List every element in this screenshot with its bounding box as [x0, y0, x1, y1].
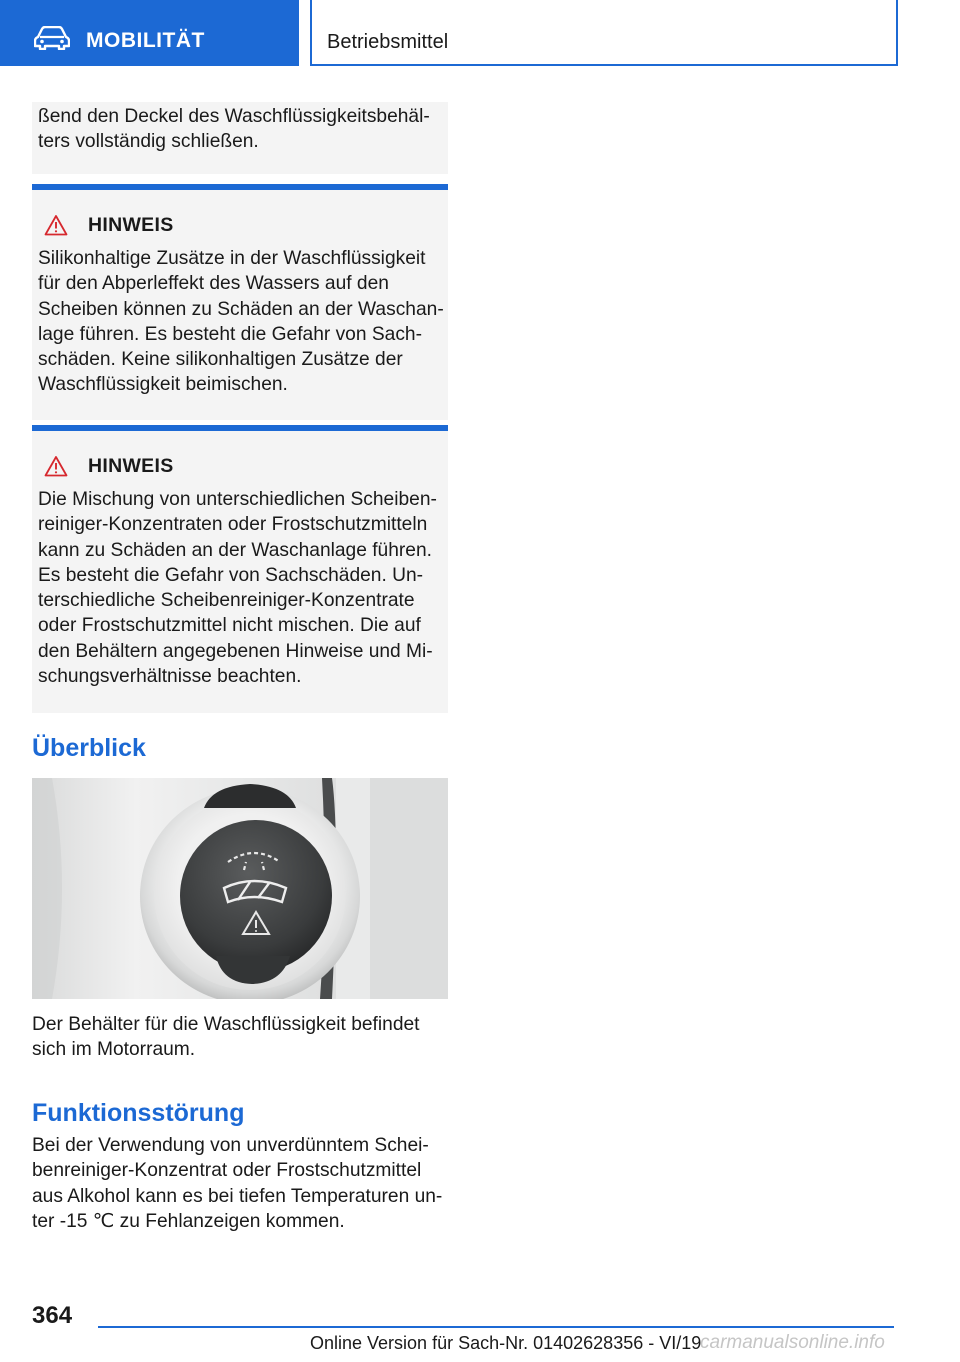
- car-icon: [34, 26, 70, 50]
- warning-triangle-icon: [44, 214, 68, 236]
- overview-caption: Der Behälter für die Waschflüssigkeit befindet sich im Motorraum.: [32, 1014, 420, 1061]
- page-number: 364: [32, 1302, 73, 1329]
- notice-text: Silikonhaltige Zusätze in der Waschflüssigkeit für den Abperleffekt des Wassers auf den Scheiben können zu Schäden an der Waschanlage führen. Es besteht die Gefahr von Sachschäden. Keine silikonhaltigen Zusätze der Waschflüssigkeit beimischen.: [38, 248, 444, 396]
- notice-header: [38, 453, 174, 479]
- watermark: carmanualsonline.info: [700, 1332, 885, 1353]
- section-title: MOBILITÄT: [86, 29, 205, 52]
- footer-version-text: Online Version für Sach-Nr. 01402628356 - VI/19: [310, 1333, 702, 1353]
- fault-text: Bei der Verwendung von unverdünntem Scheibenreiniger-Konzentrat oder Frostschutzmittel aus Alkohol kann es bei tiefen Temperaturen unter -15 ℃ zu Fehlanzeigen kommen.: [32, 1135, 443, 1232]
- warning-triangle-icon: [44, 455, 68, 477]
- washer-fluid-cap-photo: [32, 778, 448, 999]
- notice-title: HINWEIS: [88, 454, 174, 477]
- overview-heading: Überblick: [32, 734, 146, 762]
- notice-text: Die Mischung von unterschiedlichen Scheibenreiniger-Konzentraten oder Frostschutzmitteln kann zu Schäden an der Waschanlage führen. Es besteht die Gefahr von Sachschäden. Unterschiedliche Scheibenreiniger-Konzentrate oder Frostschutzmittel nicht mischen. Die auf den Behältern angegebenen Hinweise und Mischungsverhältnisse beachten.: [38, 489, 437, 688]
- footer-divider: [98, 1326, 894, 1328]
- notice-header: [38, 212, 174, 238]
- section-tab: [0, 0, 299, 66]
- notice-box: [32, 184, 448, 420]
- chapter-box: [310, 0, 898, 66]
- continued-instruction-text: ßend den Deckel des Waschflüssigkeitsbehälters vollständig schließen.: [38, 106, 430, 153]
- fault-heading: Funktionsstörung: [32, 1099, 245, 1127]
- notice-box: [32, 425, 448, 713]
- washer-fluid-cap-illustration: [32, 778, 448, 999]
- chapter-title: Betriebsmittel: [327, 31, 449, 53]
- notice-title: HINWEIS: [88, 213, 174, 236]
- continued-instruction-box: [32, 102, 448, 174]
